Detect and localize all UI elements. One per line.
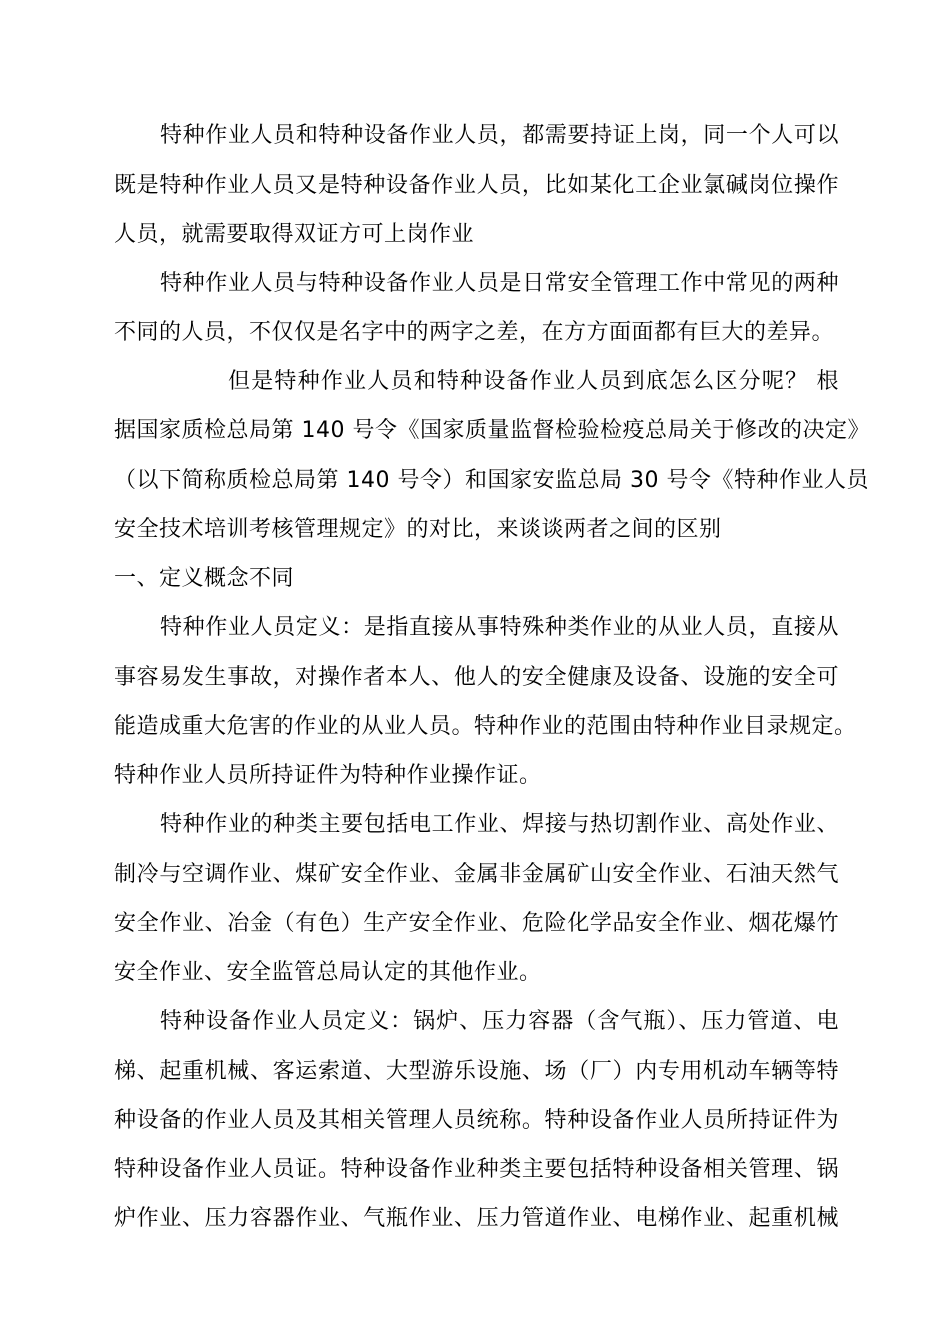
paragraph-3-line-2: 据国家质检总局第 140 号令《国家质量监督检验检疫总局关于修改的决定》	[114, 418, 870, 443]
paragraph-6-line-2: 梯、起重机械、客运索道、大型游乐设施、场（厂）内专用机动车辆等特	[114, 1059, 839, 1084]
paragraph-5-line-1: 特种作业的种类主要包括电工作业、焊接与热切割作业、高处作业、	[160, 812, 839, 837]
paragraph-1-line-2: 既是特种作业人员又是特种设备作业人员，比如某化工企业氯碱岗位操作	[114, 173, 839, 198]
paragraph-1-line-3: 人员，就需要取得双证方可上岗作业	[114, 222, 475, 247]
paragraph-2-line-2: 不同的人员，不仅仅是名字中的两字之差，在方方面面都有巨大的差异。	[114, 320, 835, 345]
paragraph-4-line-1: 特种作业人员定义：是指直接从事特殊种类作业的从业人员，直接从	[160, 615, 839, 640]
paragraph-6-line-5: 炉作业、压力容器作业、气瓶作业、压力管道作业、电梯作业、起重机械	[114, 1206, 839, 1231]
paragraph-4-line-2: 事容易发生事故，对操作者本人、他人的安全健康及设备、设施的安全可	[114, 665, 839, 690]
paragraph-5-line-3: 安全作业、冶金（有色）生产安全作业、危险化学品安全作业、烟花爆竹	[114, 911, 839, 936]
paragraph-3-line-4: 安全技术培训考核管理规定》的对比，来谈谈两者之间的区别	[114, 517, 722, 542]
paragraph-1-line-1: 特种作业人员和特种设备作业人员，都需要持证上岗，同一个人可以	[160, 123, 839, 148]
paragraph-4-line-3: 能造成重大危害的作业的从业人员。特种作业的范围由特种作业目录规定。	[114, 714, 857, 739]
paragraph-2-line-1: 特种作业人员与特种设备作业人员是日常安全管理工作中常见的两种	[160, 271, 839, 296]
paragraph-6-line-4: 特种设备作业人员证。特种设备作业种类主要包括特种设备相关管理、锅	[114, 1157, 839, 1182]
section-heading: 一、定义概念不同	[114, 566, 295, 591]
paragraph-4-line-4: 特种作业人员所持证件为特种作业操作证。	[114, 763, 542, 788]
paragraph-6-line-1: 特种设备作业人员定义：锅炉、压力容器（含气瓶）、压力管道、电	[160, 1009, 839, 1034]
paragraph-5-line-2: 制冷与空调作业、煤矿安全作业、金属非金属矿山安全作业、石油天然气	[114, 862, 839, 887]
paragraph-6-line-3: 种设备的作业人员及其相关管理人员统称。特种设备作业人员所持证件为	[114, 1108, 839, 1133]
paragraph-3-line-3: （以下简称质检总局第 140 号令）和国家安监总局 30 号令《特种作业人员	[114, 468, 869, 493]
paragraph-3-line-1: 但是特种作业人员和特种设备作业人员到底怎么区分呢？ 根	[228, 369, 839, 394]
paragraph-5-line-4: 安全作业、安全监管总局认定的其他作业。	[114, 960, 542, 985]
